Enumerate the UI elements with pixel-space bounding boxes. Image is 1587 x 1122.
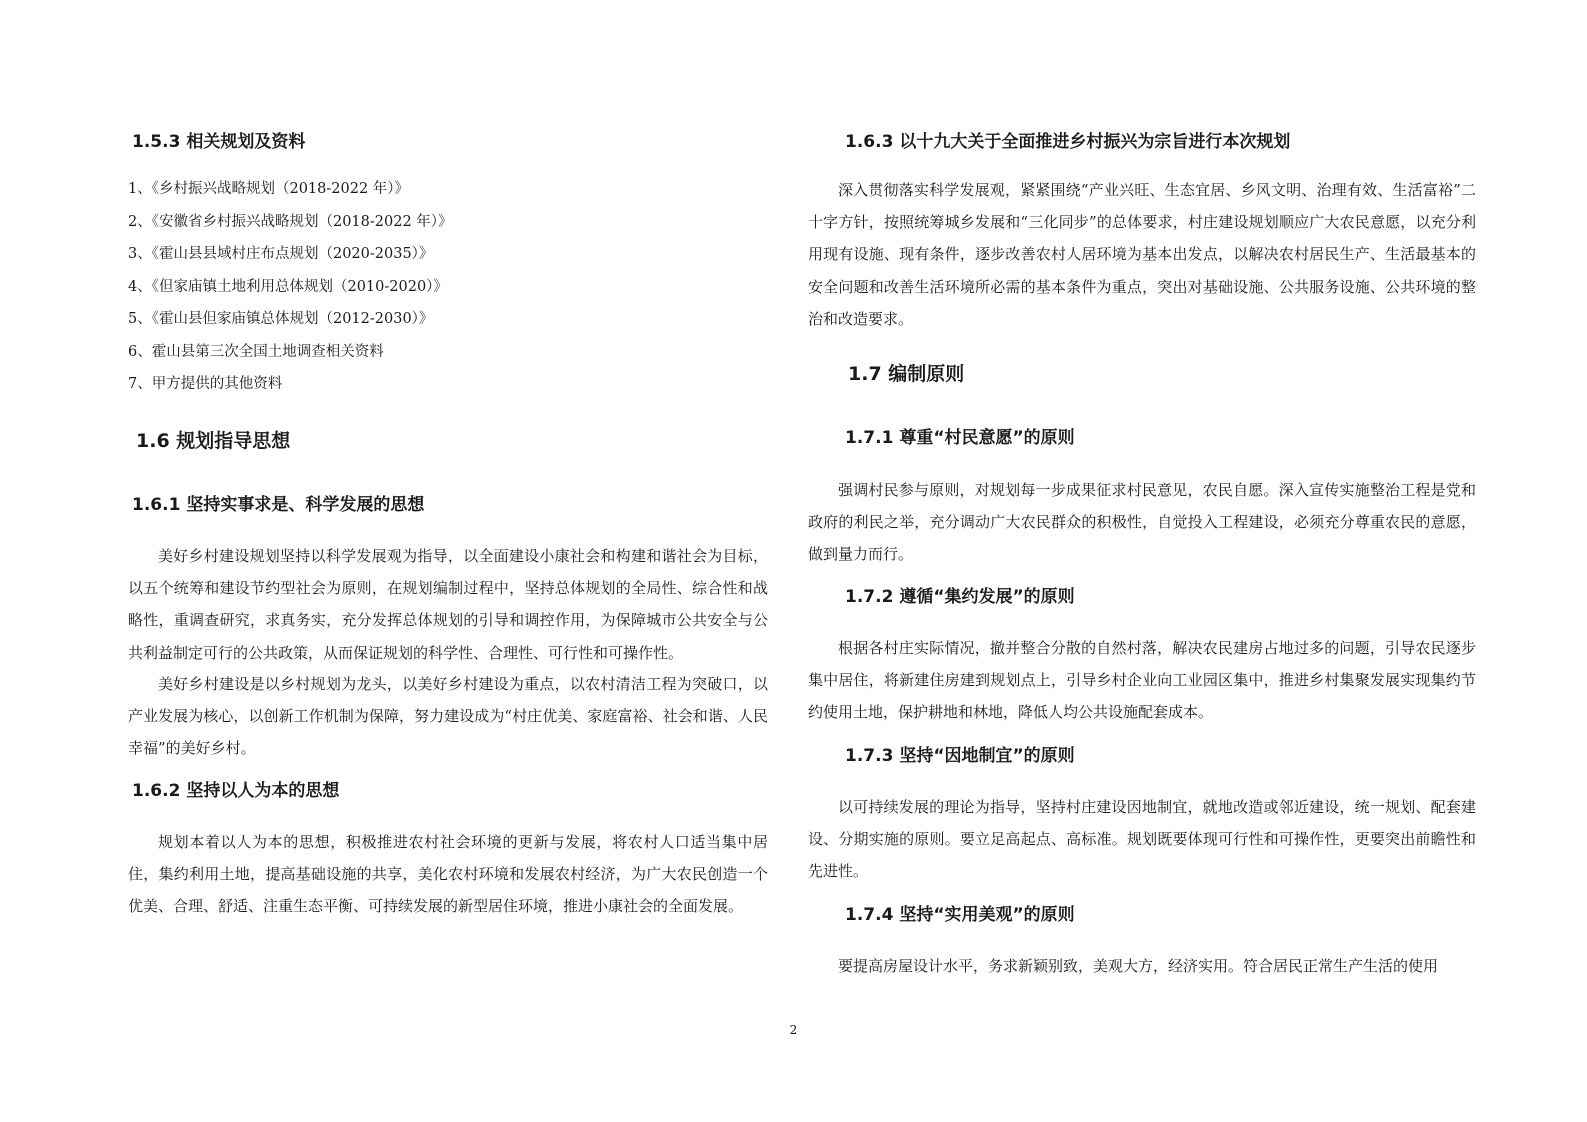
paragraph-1-6-3: 深入贯彻落实科学发展观，紧紧围绕“产业兴旺、生态宜居、乡风文明、治理有效、生活富裕”二十字方针，按照统筹城乡发展和“三化同步”的总体要求，村庄建设规划顺应广大农民意愿，以充分利用现有设施、现有条件，逐步改善农村人居环境为基本出发点，以解决农村居民生产、生活最基本的安全问题和改善生活环境所必需的基本条件为重点，突出对基础设施、公共服务设施、公共环境的整治和改造要求。 — [808, 181, 1476, 328]
paragraph-1-6-1-b: 美好乡村建设是以乡村规划为龙头，以美好乡村建设为重点，以农村清洁工程为突破口，以产业发展为核心，以创新工作机制为保障，努力建设成为“村庄优美、家庭富裕、社会和谐、人民幸福”的美好乡村。 — [128, 675, 768, 758]
reference-item: 2、《安徽省乡村振兴战略规划（2018-2022 年）》 — [128, 213, 453, 230]
paragraph-1-7-1: 强调村民参与原则，对规划每一步成果征求村民意见，农民自愿。深入宣传实施整治工程是党和政府的利民之举，充分调动广大农民群众的积极性，自觉投入工程建设，必须充分尊重农民的意愿，做到量力而行。 — [808, 481, 1476, 564]
paragraph-1-7-3: 以可持续发展的理论为指导，坚持村庄建设因地制宜，就地改造或邻近建设，统一规划、配套建设、分期实施的原则。要立足高起点、高标准。规划既要体现可行性和可操作性，更要突出前瞻性和先进性。 — [808, 798, 1476, 881]
page-number: 2 — [789, 1023, 798, 1037]
reference-item: 6、霍山县第三次全国土地调查相关资料 — [128, 343, 384, 360]
paragraph-1-6-1-a: 美好乡村建设规划坚持以科学发展观为指导，以全面建设小康社会和构建和谐社会为目标，以五个统筹和建设节约型社会为原则，在规划编制过程中，坚持总体规划的全局性、综合性和战略性，重调查研究，求真务实，充分发挥总体规划的引导和调控作用，为保障城市公共安全与公共利益制定可行的公共政策，从而保证规划的科学性、合理性、可行性和可操作性。 — [128, 547, 768, 662]
reference-list — [128, 173, 768, 401]
paragraph-1-7-4: 要提高房屋设计水平，务求新颖别致，美观大方，经济实用。符合居民正常生产生活的使用 — [838, 957, 1439, 975]
reference-item: 5、《霍山县但家庙镇总体规划（2012-2030）》 — [128, 311, 434, 327]
reference-item: 4、《但家庙镇土地利用总体规划（2010-2020）》 — [128, 278, 448, 295]
heading-1-7-4: 1.7.4 坚持“实用美观”的原则 — [845, 905, 1075, 925]
paragraph-1-6-2: 规划本着以人为本的思想，积极推进农村社会环境的更新与发展，将农村人口适当集中居住，集约利用土地，提高基础设施的共享，美化农村环境和发展农村经济，为广大农民创造一个优美、合理、舒适、注重生态平衡、可持续发展的新型居住环境，推进小康社会的全面发展。 — [128, 833, 768, 916]
reference-item: 3、《霍山县县域村庄布点规划（2020-2035）》 — [128, 246, 434, 262]
heading-1-7-1: 1.7.1 尊重“村民意愿”的原则 — [845, 428, 1075, 448]
heading-1-6: 1.6 规划指导思想 — [136, 430, 291, 452]
reference-item: 7、甲方提供的其他资料 — [128, 376, 283, 392]
heading-1-7-3: 1.7.3 坚持“因地制宜”的原则 — [845, 746, 1075, 766]
heading-1-7-2: 1.7.2 遵循“集约发展”的原则 — [845, 587, 1075, 607]
heading-1-6-1: 1.6.1 坚持实事求是、科学发展的思想 — [132, 495, 425, 515]
heading-1-5-3: 1.5.3 相关规划及资料 — [132, 132, 306, 152]
right-column — [808, 0, 1476, 1122]
reference-item: 1、《乡村振兴战略规划（2018-2022 年）》 — [128, 181, 410, 197]
heading-1-6-2: 1.6.2 坚持以人为本的思想 — [132, 781, 340, 801]
paragraph-1-7-2: 根据各村庄实际情况，撤并整合分散的自然村落，解决农民建房占地过多的问题，引导农民逐步集中居住，将新建住房建到规划点上，引导乡村企业向工业园区集中，推进乡村集聚发展实现集约节约使用土地，保护耕地和林地，降低人均公共设施配套成本。 — [808, 639, 1476, 722]
heading-1-7: 1.7 编制原则 — [848, 363, 965, 385]
left-column — [128, 0, 768, 1122]
heading-1-6-3: 1.6.3 以十九大关于全面推进乡村振兴为宗旨进行本次规划 — [845, 132, 1291, 152]
